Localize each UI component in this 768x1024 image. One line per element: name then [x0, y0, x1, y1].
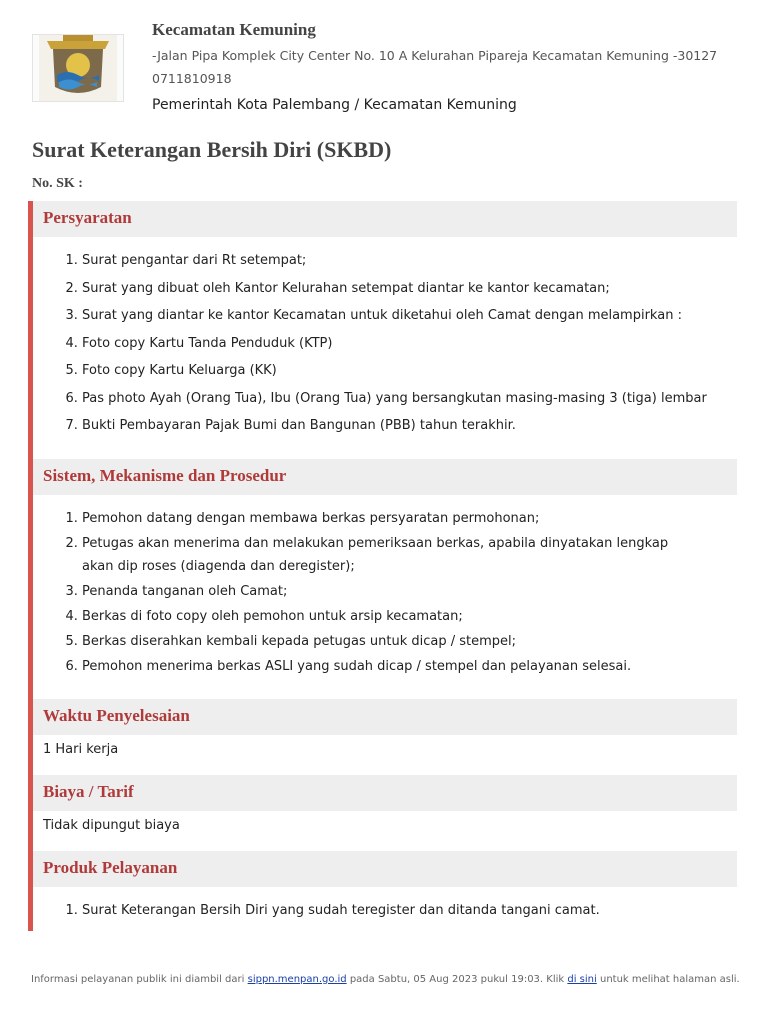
persyaratan-list — [33, 237, 737, 449]
list-item: 7. Bukti Pembayaran Pajak Bumi dan Bangunan (PBB) tahun terakhir. — [82, 412, 737, 440]
list-item: 5. Foto copy Kartu Keluarga (KK) — [82, 357, 737, 385]
service-details — [28, 201, 737, 931]
footer-suffix: untuk melihat halaman asli. — [599, 974, 740, 985]
section-heading-waktu: Waktu Penyelesaian — [33, 699, 737, 735]
waktu-text: 1 Hari kerja — [43, 741, 119, 757]
sk-number-label: No. SK : — [32, 176, 83, 191]
list-item: 3. Penanda tanganan oleh Camat; — [82, 580, 697, 603]
source-link[interactable]: sippn.menpan.go.id — [247, 974, 347, 985]
section-heading-prosedur: Sistem, Mekanisme dan Prosedur — [33, 459, 737, 495]
office-header — [32, 18, 742, 118]
list-item: 4. Foto copy Kartu Tanda Penduduk (KTP) — [82, 330, 737, 358]
list-item: 2. Surat yang dibuat oleh Kantor Kelurahan setempat diantar ke kantor kecamatan; — [82, 275, 737, 303]
footer-middle: pada Sabtu, 05 Aug 2023 pukul 19:03. Klik — [349, 974, 565, 985]
list-item: 1. Pemohon datang dengan membawa berkas persyaratan permohonan; — [82, 507, 697, 530]
office-phone: 0711810918 — [152, 71, 232, 86]
footer-prefix: Informasi pelayanan publik ini diambil dari — [31, 974, 245, 985]
city-emblem-icon — [32, 34, 124, 102]
office-name: Kecamatan Kemuning — [152, 20, 316, 39]
list-item: 3. Surat yang diantar ke kantor Kecamatan untuk diketahui oleh Camat dengan melampirkan : — [82, 302, 737, 330]
list-item: 2. Petugas akan menerima dan melakukan pemeriksaan berkas, apabila dinyatakan lengkap akan dip roses (diagenda dan deregister); — [82, 532, 697, 578]
list-item: 6. Pemohon menerima berkas ASLI yang sudah dicap / stempel dan pelayanan selesai. — [82, 655, 697, 678]
list-item: 4. Berkas di foto copy oleh pemohon untuk arsip kecamatan; — [82, 605, 697, 628]
prosedur-list — [33, 495, 737, 689]
produk-list — [33, 887, 737, 934]
biaya-text: Tidak dipungut biaya — [43, 817, 180, 833]
office-address: -Jalan Pipa Komplek City Center No. 10 A Kelurahan Pipareja Kecamatan Kemuning -30127 — [152, 48, 718, 63]
page-title: Surat Keterangan Bersih Diri (SKBD) — [32, 137, 392, 162]
list-item: 1. Surat Keterangan Bersih Diri yang sudah teregister dan ditanda tangani camat. — [82, 897, 737, 925]
list-item: 6. Pas photo Ayah (Orang Tua), Ibu (Orang Tua) yang bersangkutan masing-masing 3 (tiga) lembar — [82, 385, 737, 413]
section-heading-persyaratan: Persyaratan — [33, 201, 737, 237]
list-item: 1. Surat pengantar dari Rt setempat; — [82, 247, 737, 275]
section-heading-biaya: Biaya / Tarif — [33, 775, 737, 811]
source-footer — [31, 974, 740, 985]
government-breadcrumb: Pemerintah Kota Palembang / Kecamatan Kemuning — [152, 97, 517, 113]
list-item: 5. Berkas diserahkan kembali kepada petugas untuk dicap / stempel; — [82, 630, 697, 653]
original-page-link[interactable]: di sini — [567, 974, 597, 985]
section-heading-produk: Produk Pelayanan — [33, 851, 737, 887]
